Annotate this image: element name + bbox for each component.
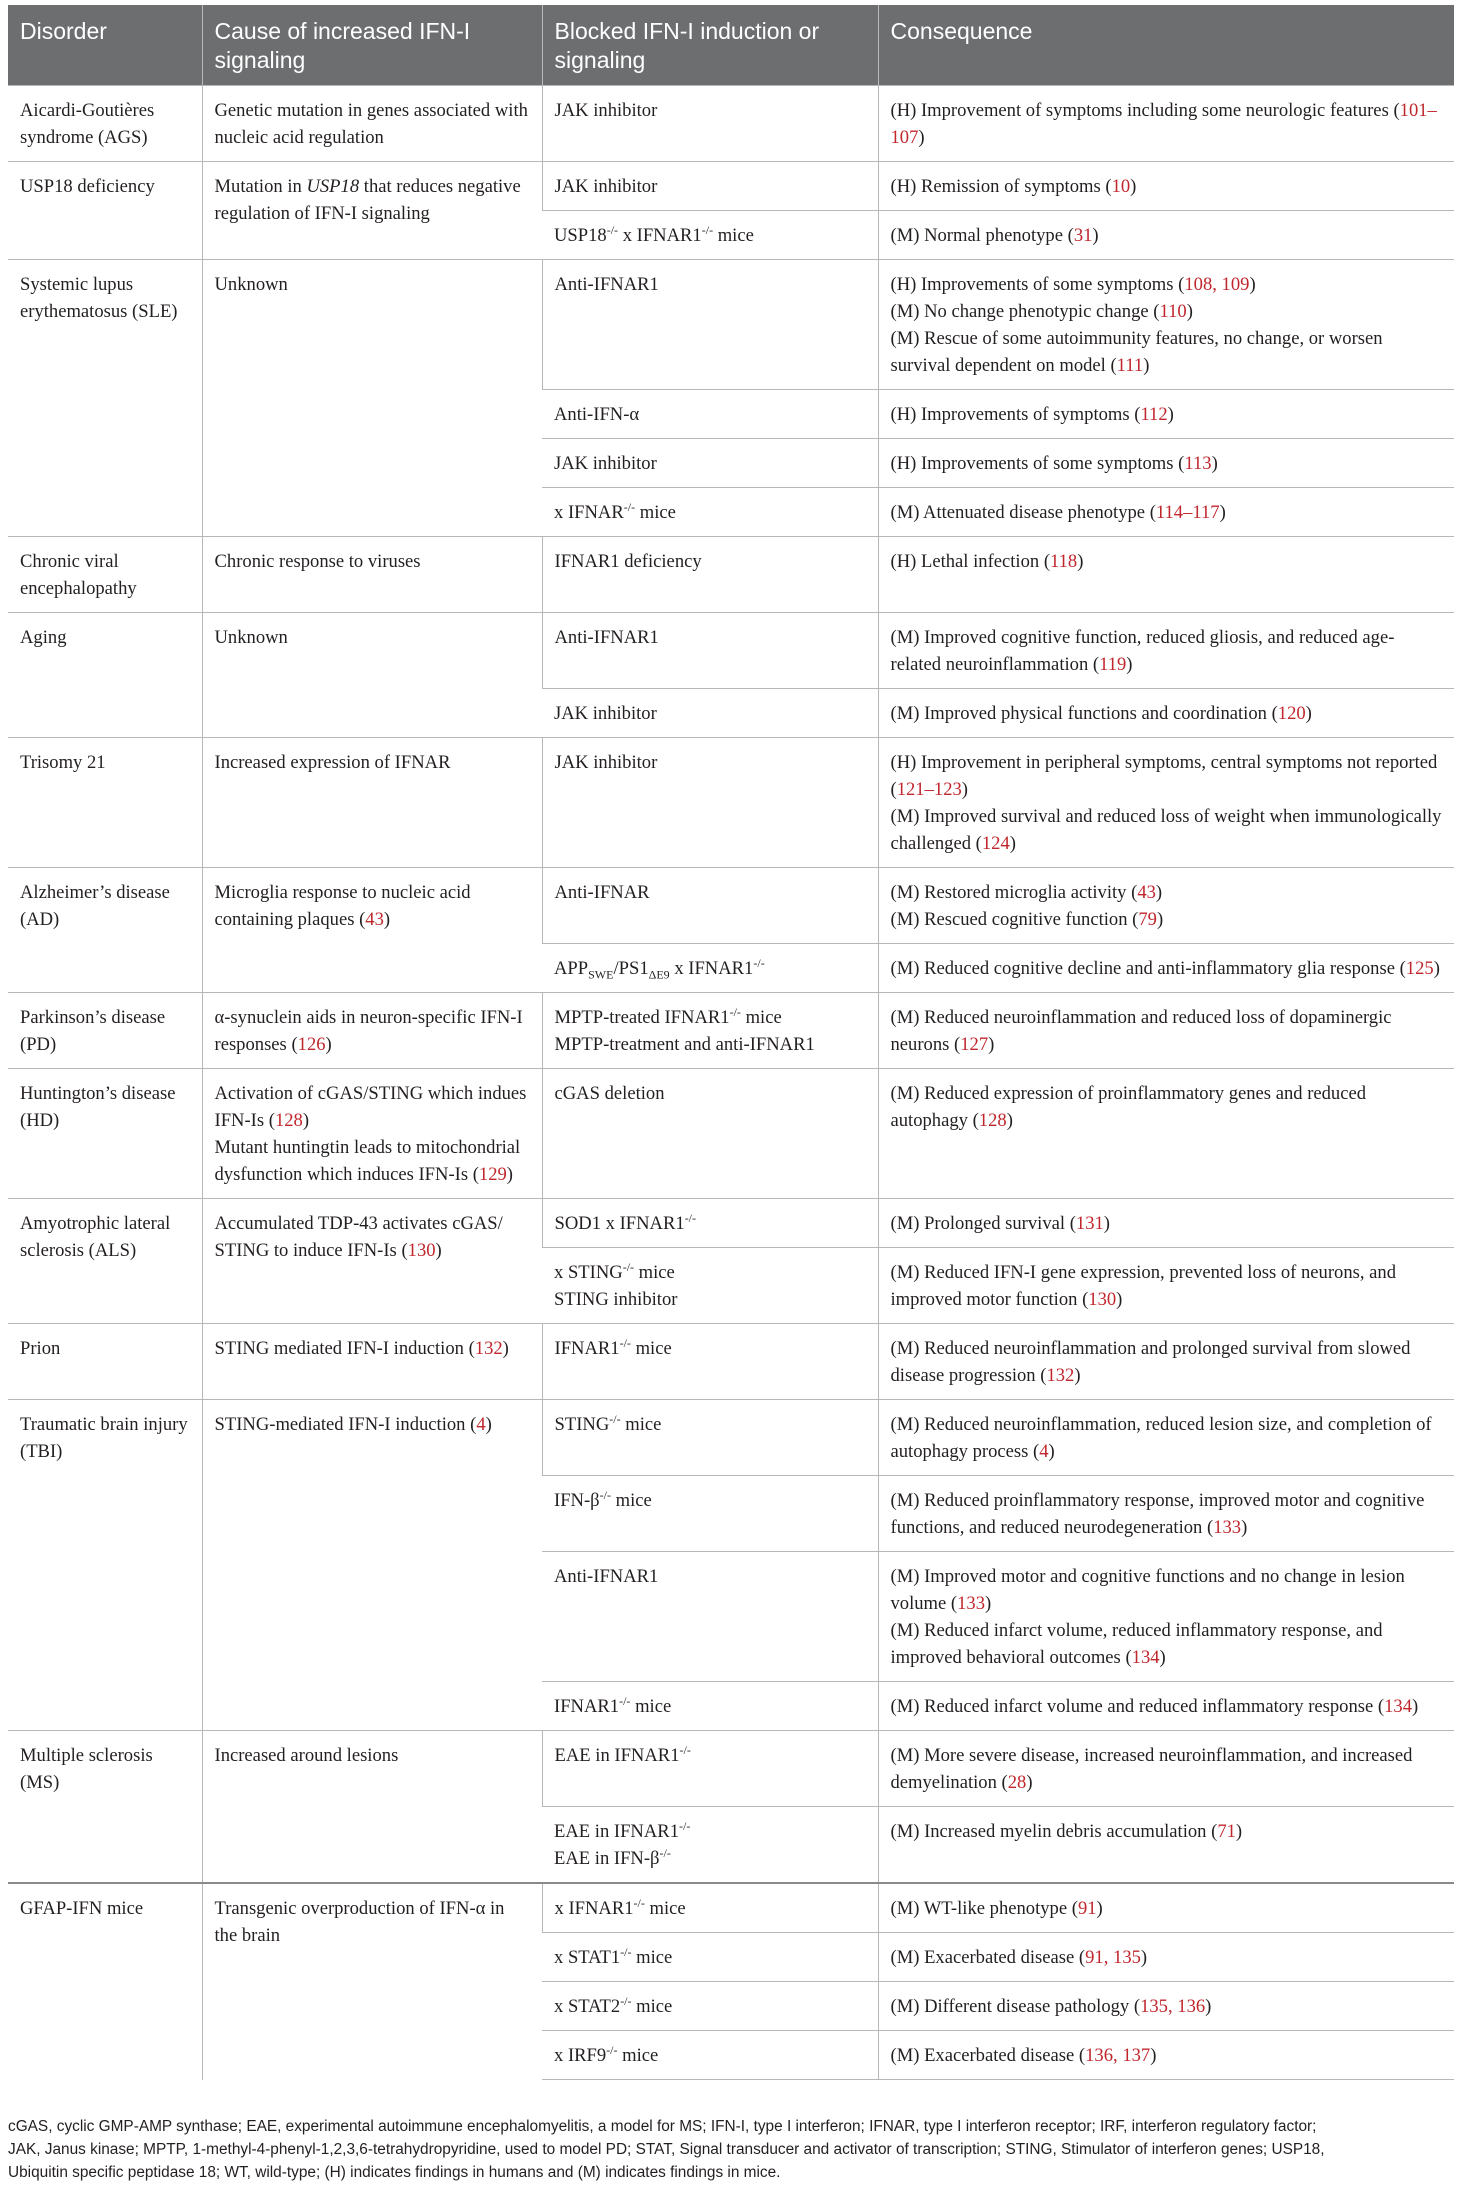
consequence-cell: (H) Lethal infection (118) [878, 537, 1454, 613]
table-row [8, 738, 1454, 868]
blocked-cell: Anti-IFN-α [542, 390, 878, 439]
ref-link[interactable]: 43 [365, 909, 384, 930]
consequence-cell: (M) Different disease pathology (135, 136) [878, 1982, 1454, 2031]
consequence-cell: (M) Reduced neuroinflammation and prolonged survival from slowed disease progression (132) [878, 1324, 1454, 1400]
consequence-cell: (H) Improvement in peripheral symptoms, central symptoms not reported (121–123) (M) Improved survival and reduced loss of weight when immunologically challenged (124) [878, 738, 1454, 868]
consequence-cell: (H) Improvements of some symptoms (113) [878, 439, 1454, 488]
consequence-text: (H) Improvements of symptoms [890, 404, 1130, 425]
blocked-cell: $APP_{SWE}/PS1_{\Delta E9}$ x IFNAR1-/- [542, 944, 878, 993]
ref-link[interactable]: 118 [1050, 551, 1078, 572]
blocked-cell: IFNAR1 deficiency [542, 537, 878, 613]
consequence-text: (M) Improved motor and cognitive functions and no change in lesion volume [890, 1566, 1405, 1614]
ref-link[interactable]: 133 [1213, 1517, 1242, 1538]
disorder-cell: Chronic viral encephalopathy [8, 537, 202, 613]
consequence-cell: (M) Reduced proinflammatory response, improved motor and cognitive functions, and reduced neurodegeneration (133) [878, 1476, 1454, 1552]
cause-text: Mutation in [214, 176, 307, 197]
ref-link[interactable]: 4 [1039, 1441, 1049, 1462]
ref-link[interactable]: 133 [957, 1593, 986, 1614]
cause-text: STING mediated IFN-I induction [214, 1338, 464, 1359]
cause-cell: Microglia response to nucleic acid containing plaques (43) [202, 868, 542, 993]
header-row [8, 5, 1454, 86]
consequence-text: (M) No change phenotypic change [890, 301, 1149, 322]
blocked-line: EAE in IFN-β-/- [554, 1845, 671, 1869]
ref-link[interactable]: 4 [476, 1414, 486, 1435]
consequence-text: (M) Restored microglia activity [890, 882, 1127, 903]
ref-link[interactable]: 129 [478, 1164, 507, 1185]
cause-cell: Accumulated TDP-43 activates cGAS/ STING to induce IFN-Is (130) [202, 1199, 542, 1324]
blocked-cell: JAK inhibitor [542, 162, 878, 211]
consequence-text: (M) Reduced cognitive decline and anti-inflammatory glia response [890, 958, 1395, 979]
ref-link[interactable]: 31 [1073, 225, 1093, 246]
ref-link[interactable]: 136, 137 [1085, 2045, 1151, 2066]
ref-link[interactable]: 111 [1116, 355, 1144, 376]
header-consequence: Consequence [878, 5, 1454, 86]
consequence-text: (H) Improvement of symptoms including some neurologic features [890, 100, 1389, 121]
consequence-cell: (M) Attenuated disease phenotype (114–117) [878, 488, 1454, 537]
consequence-text: (M) Normal phenotype [890, 225, 1063, 246]
consequence-cell: (H) Remission of symptoms (10) [878, 162, 1454, 211]
blocked-line: MPTP-treatment and anti-IFNAR1 [554, 1034, 815, 1055]
ref-link[interactable]: 127 [960, 1034, 989, 1055]
table-row [8, 613, 1454, 689]
consequence-text: (M) Rescued cognitive function [890, 909, 1128, 930]
disorder-cell: Trisomy 21 [8, 738, 202, 868]
cause-cell: Increased around lesions [202, 1731, 542, 1884]
consequence-text: (M) Improved cognitive function, reduced gliosis, and reduced age-related neuroinflammation [890, 627, 1395, 675]
consequence-text: (M) Different disease pathology [890, 1996, 1130, 2017]
consequence-cell: (M) More severe disease, increased neuroinflammation, and increased demyelination (28) [878, 1731, 1454, 1807]
ref-link[interactable]: 128 [978, 1110, 1007, 1131]
disorder-cell: Alzheimer’s disease (AD) [8, 868, 202, 993]
ref-link[interactable]: 71 [1217, 1821, 1236, 1842]
table-row [8, 1883, 1454, 1933]
disorder-cell: USP18 deficiency [8, 162, 202, 260]
consequence-cell: (M) Restored microglia activity (43) (M) Rescued cognitive function (79) [878, 868, 1454, 944]
consequence-cell: (M) WT-like phenotype (91) [878, 1883, 1454, 1933]
blocked-cell: SOD1 x IFNAR1-/- [542, 1199, 878, 1248]
consequence-cell: (M) Increased myelin debris accumulation (71) [878, 1807, 1454, 1884]
consequence-cell: (M) Normal phenotype (31) [878, 211, 1454, 260]
ref-link[interactable]: 28 [1007, 1772, 1027, 1793]
disorder-cell: Huntington’s disease (HD) [8, 1069, 202, 1199]
blocked-cell: STING-/- mice [542, 1400, 878, 1476]
table-row [8, 86, 1454, 162]
consequence-text: (M) Attenuated disease phenotype [890, 502, 1146, 523]
blocked-cell [542, 993, 878, 1069]
ref-link[interactable]: 125 [1405, 958, 1434, 979]
table-row [8, 162, 1454, 211]
footnote-line: cGAS, cyclic GMP-AMP synthase; EAE, experimental autoimmune encephalomyelitis, a model for MS; IFN-I, type I interferon; IFNAR, type I interferon receptor; IRF, interferon regulatory factor; [8, 2118, 1317, 2135]
ref-link[interactable]: 114–117 [1155, 502, 1220, 523]
consequence-text: (M) Improved survival and reduced loss of weight when immunologically challenged [890, 806, 1442, 854]
consequence-cell: (H) Improvements of symptoms (112) [878, 390, 1454, 439]
blocked-cell: x IFNAR1-/- mice [542, 1883, 878, 1933]
table-row [8, 537, 1454, 613]
disorder-cell: Prion [8, 1324, 202, 1400]
blocked-cell: cGAS deletion [542, 1069, 878, 1199]
cause-text: Mutant huntingtin leads to mitochondrial dysfunction which induces IFN-Is [214, 1137, 521, 1185]
blocked-cell: JAK inhibitor [542, 689, 878, 738]
cause-text: that reduces negative regulation of IFN-I signaling [214, 176, 521, 224]
disorder-cell: GFAP-IFN mice [8, 1883, 202, 2080]
consequence-text: (M) Prolonged survival [890, 1213, 1066, 1234]
table-row [8, 1731, 1454, 1807]
consequence-text: (M) Reduced infarct volume and reduced inflammatory response [890, 1696, 1374, 1717]
cause-cell: STING mediated IFN-I induction (132) [202, 1324, 542, 1400]
cause-cell: Genetic mutation in genes associated with nucleic acid regulation [202, 86, 542, 162]
table-row [8, 1400, 1454, 1476]
footnote-line: Ubiquitin specific peptidase 18; WT, wild-type; (H) indicates findings in humans and (M) indicates findings in mice. [8, 2164, 781, 2181]
consequence-text: (M) Reduced IFN-I gene expression, prevented loss of neurons, and improved motor function [890, 1262, 1397, 1310]
ref-link[interactable]: 91, 135 [1085, 1947, 1141, 1968]
table-footnote [8, 2115, 1454, 2184]
blocked-line: x STING-/- mice [554, 1259, 675, 1283]
consequence-text: (M) Rescue of some autoimmunity features, no change, or worsen survival dependent on model [890, 328, 1383, 376]
cause-cell: Activation of cGAS/STING which indues IFN-Is (128) Mutant huntingtin leads to mitochondrial dysfunction which induces IFN-Is (129) [202, 1069, 542, 1199]
ref-link[interactable]: 126 [297, 1034, 326, 1055]
consequence-text: (M) Improved physical functions and coordination [890, 703, 1267, 724]
cause-cell: STING-mediated IFN-I induction (4) [202, 1400, 542, 1731]
consequence-text: (M) Exacerbated disease [890, 2045, 1075, 2066]
table-row [8, 993, 1454, 1069]
gene-name: USP18 [306, 176, 360, 197]
disorder-cell: Aicardi-Goutières syndrome (AGS) [8, 86, 202, 162]
consequence-cell: (M) Improved motor and cognitive functions and no change in lesion volume (133) (M) Reduced infarct volume, reduced inflammatory response, and improved behavioral outcomes (134) [878, 1552, 1454, 1682]
blocked-cell: Anti-IFNAR1 [542, 613, 878, 689]
blocked-cell [542, 1248, 878, 1324]
disorder-cell: Parkinson’s disease (PD) [8, 993, 202, 1069]
consequence-text: (M) Reduced proinflammatory response, improved motor and cognitive functions, and reduced neurodegeneration [890, 1490, 1425, 1538]
blocked-cell [542, 1807, 878, 1884]
ref-link[interactable]: 124 [981, 833, 1010, 854]
consequence-text: (M) More severe disease, increased neuroinflammation, and increased demyelination [890, 1745, 1413, 1793]
blocked-cell: IFNAR1-/- mice [542, 1324, 878, 1400]
blocked-cell: Anti-IFNAR1 [542, 1552, 878, 1682]
cause-text: α-synuclein aids in neuron-specific IFN-I responses [214, 1007, 523, 1055]
cause-text: Microglia response to nucleic acid containing plaques [214, 882, 471, 930]
consequence-text: (H) Remission of symptoms [890, 176, 1101, 197]
blocked-cell: x STAT2-/- mice [542, 1982, 878, 2031]
blocked-cell: Anti-IFNAR [542, 868, 878, 944]
consequence-cell: (M) Reduced cognitive decline and anti-inflammatory glia response (125) [878, 944, 1454, 993]
blocked-cell: JAK inhibitor [542, 439, 878, 488]
blocked-cell: USP18-/- x IFNAR1-/- mice [542, 211, 878, 260]
blocked-cell: x IFNAR-/- mice [542, 488, 878, 537]
header-disorder: Disorder [8, 5, 202, 86]
cause-cell: Transgenic overproduction of IFN-α in the brain [202, 1883, 542, 2080]
consequence-cell: (H) Improvements of some symptoms (108, 109) (M) No change phenotypic change (110) (M) Rescue of some autoimmunity features, no change, or worsen survival dependent on model (111) [878, 260, 1454, 390]
blocked-cell: IFNAR1-/- mice [542, 1682, 878, 1731]
cause-cell [202, 162, 542, 260]
consequence-text: (H) Improvements of some symptoms [890, 274, 1174, 295]
consequence-text: (M) Reduced neuroinflammation, reduced lesion size, and completion of autophagy process [890, 1414, 1432, 1462]
consequence-cell: (M) Prolonged survival (131) [878, 1199, 1454, 1248]
cause-text: STING-mediated IFN-I induction [214, 1414, 466, 1435]
blocked-cell: x IRF9-/- mice [542, 2031, 878, 2080]
cause-text: Activation of cGAS/STING which indues IFN-Is [214, 1083, 527, 1131]
consequence-text: (M) Reduced neuroinflammation and reduced loss of dopaminergic neurons [890, 1007, 1392, 1055]
cause-cell: Unknown [202, 260, 542, 537]
footnote-line: JAK, Janus kinase; MPTP, 1-methyl-4-phenyl-1,2,3,6-tetrahydropyridine, used to model PD; STAT, Signal transducer and activator of transcription; STING, Stimulator of interferon genes; USP18, [8, 2141, 1325, 2158]
consequence-text: (M) Reduced neuroinflammation and prolonged survival from slowed disease progression [890, 1338, 1411, 1386]
consequence-cell: (M) Reduced IFN-I gene expression, prevented loss of neurons, and improved motor function (130) [878, 1248, 1454, 1324]
cause-cell: Chronic response to viruses [202, 537, 542, 613]
ref-link[interactable]: 101–107 [890, 100, 1437, 148]
table-row [8, 868, 1454, 944]
ref-link[interactable]: 110 [1159, 301, 1187, 322]
blocked-cell: EAE in IFNAR1-/- [542, 1731, 878, 1807]
consequence-cell: (M) Improved physical functions and coordination (120) [878, 689, 1454, 738]
header-blocked: Blocked IFN-I induction or signaling [542, 5, 878, 86]
consequence-text: (M) Reduced infarct volume, reduced inflammatory response, and improved behavioral outcomes [890, 1620, 1383, 1668]
consequence-cell: (M) Reduced neuroinflammation, reduced lesion size, and completion of autophagy process (4) [878, 1400, 1454, 1476]
blocked-cell: JAK inhibitor [542, 738, 878, 868]
ref-link[interactable]: 119 [1099, 654, 1127, 675]
consequence-cell: (M) Reduced expression of proinflammatory genes and reduced autophagy (128) [878, 1069, 1454, 1199]
cause-cell: Unknown [202, 613, 542, 738]
blocked-line: STING inhibitor [554, 1289, 678, 1310]
consequence-text: (M) Increased myelin debris accumulation [890, 1821, 1207, 1842]
consequence-cell: (M) Reduced infarct volume and reduced inflammatory response (134) [878, 1682, 1454, 1731]
ref-link[interactable]: 108, 109 [1184, 274, 1250, 295]
blocked-cell: JAK inhibitor [542, 86, 878, 162]
disorder-cell: Traumatic brain injury (TBI) [8, 1400, 202, 1731]
consequence-text: (H) Improvement in peripheral symptoms, central symptoms not reported [890, 752, 1438, 773]
ref-link[interactable]: 135, 136 [1140, 1996, 1206, 2017]
cause-cell: Increased expression of IFNAR [202, 738, 542, 868]
table-header [8, 5, 1454, 86]
ref-link[interactable]: 112 [1140, 404, 1168, 425]
disorder-cell: Systemic lupus erythematosus (SLE) [8, 260, 202, 537]
consequence-cell: (M) Exacerbated disease (136, 137) [878, 2031, 1454, 2080]
blocked-line: MPTP-treated IFNAR1-/- mice [554, 1004, 782, 1028]
ref-link[interactable]: 128 [274, 1110, 303, 1131]
blocked-cell: x STAT1-/- mice [542, 1933, 878, 1982]
blocked-line: EAE in IFNAR1-/- [554, 1818, 691, 1842]
disorder-cell: Multiple sclerosis (MS) [8, 1731, 202, 1884]
ref-link[interactable]: 134 [1384, 1696, 1412, 1717]
consequence-text: (H) Improvements of some symptoms [890, 453, 1174, 474]
ref-link[interactable]: 79 [1138, 909, 1157, 930]
header-cause: Cause of increased IFN-I signaling [202, 5, 542, 86]
ref-link[interactable]: 113 [1184, 453, 1212, 474]
table-row [8, 1199, 1454, 1248]
ref-link[interactable]: 132 [1046, 1365, 1075, 1386]
disorder-cell: Aging [8, 613, 202, 738]
consequence-text: (H) Lethal infection [890, 551, 1040, 572]
cause-cell: α-synuclein aids in neuron-specific IFN-I responses (126) [202, 993, 542, 1069]
ref-link[interactable]: 132 [474, 1338, 503, 1359]
consequence-cell: (M) Reduced neuroinflammation and reduced loss of dopaminergic neurons (127) [878, 993, 1454, 1069]
ref-link[interactable]: 91 [1077, 1898, 1097, 1919]
consequence-text: (M) Reduced expression of proinflammatory genes and reduced autophagy [890, 1083, 1367, 1131]
table-row [8, 1069, 1454, 1199]
consequence-cell: (M) Exacerbated disease (91, 135) [878, 1933, 1454, 1982]
consequence-text: (M) WT-like phenotype [890, 1898, 1068, 1919]
consequence-cell: (H) Improvement of symptoms including some neurologic features (101–107) [878, 86, 1454, 162]
blocked-cell: IFN-β-/- mice [542, 1476, 878, 1552]
ref-link[interactable]: 10 [1111, 176, 1131, 197]
ref-link[interactable]: 43 [1137, 882, 1156, 903]
disorder-cell: Amyotrophic lateral sclerosis (ALS) [8, 1199, 202, 1324]
ref-link[interactable]: 120 [1277, 703, 1306, 724]
table-body [8, 86, 1454, 2080]
ifn-disorder-table [8, 5, 1454, 2080]
ref-link[interactable]: 130 [407, 1240, 436, 1261]
ref-link[interactable]: 134 [1131, 1647, 1160, 1668]
ref-link[interactable]: 121–123 [896, 779, 962, 800]
ref-link[interactable]: 131 [1075, 1213, 1104, 1234]
cause-text: Accumulated TDP-43 activates cGAS/ STING to induce IFN-Is [214, 1213, 503, 1261]
table-row [8, 260, 1454, 390]
consequence-text: (M) Exacerbated disease [890, 1947, 1075, 1968]
table-row [8, 1324, 1454, 1400]
blocked-cell: Anti-IFNAR1 [542, 260, 878, 390]
table-container [8, 5, 1454, 2080]
ref-link[interactable]: 130 [1088, 1289, 1117, 1310]
consequence-cell: (M) Improved cognitive function, reduced gliosis, and reduced age-related neuroinflammation (119) [878, 613, 1454, 689]
